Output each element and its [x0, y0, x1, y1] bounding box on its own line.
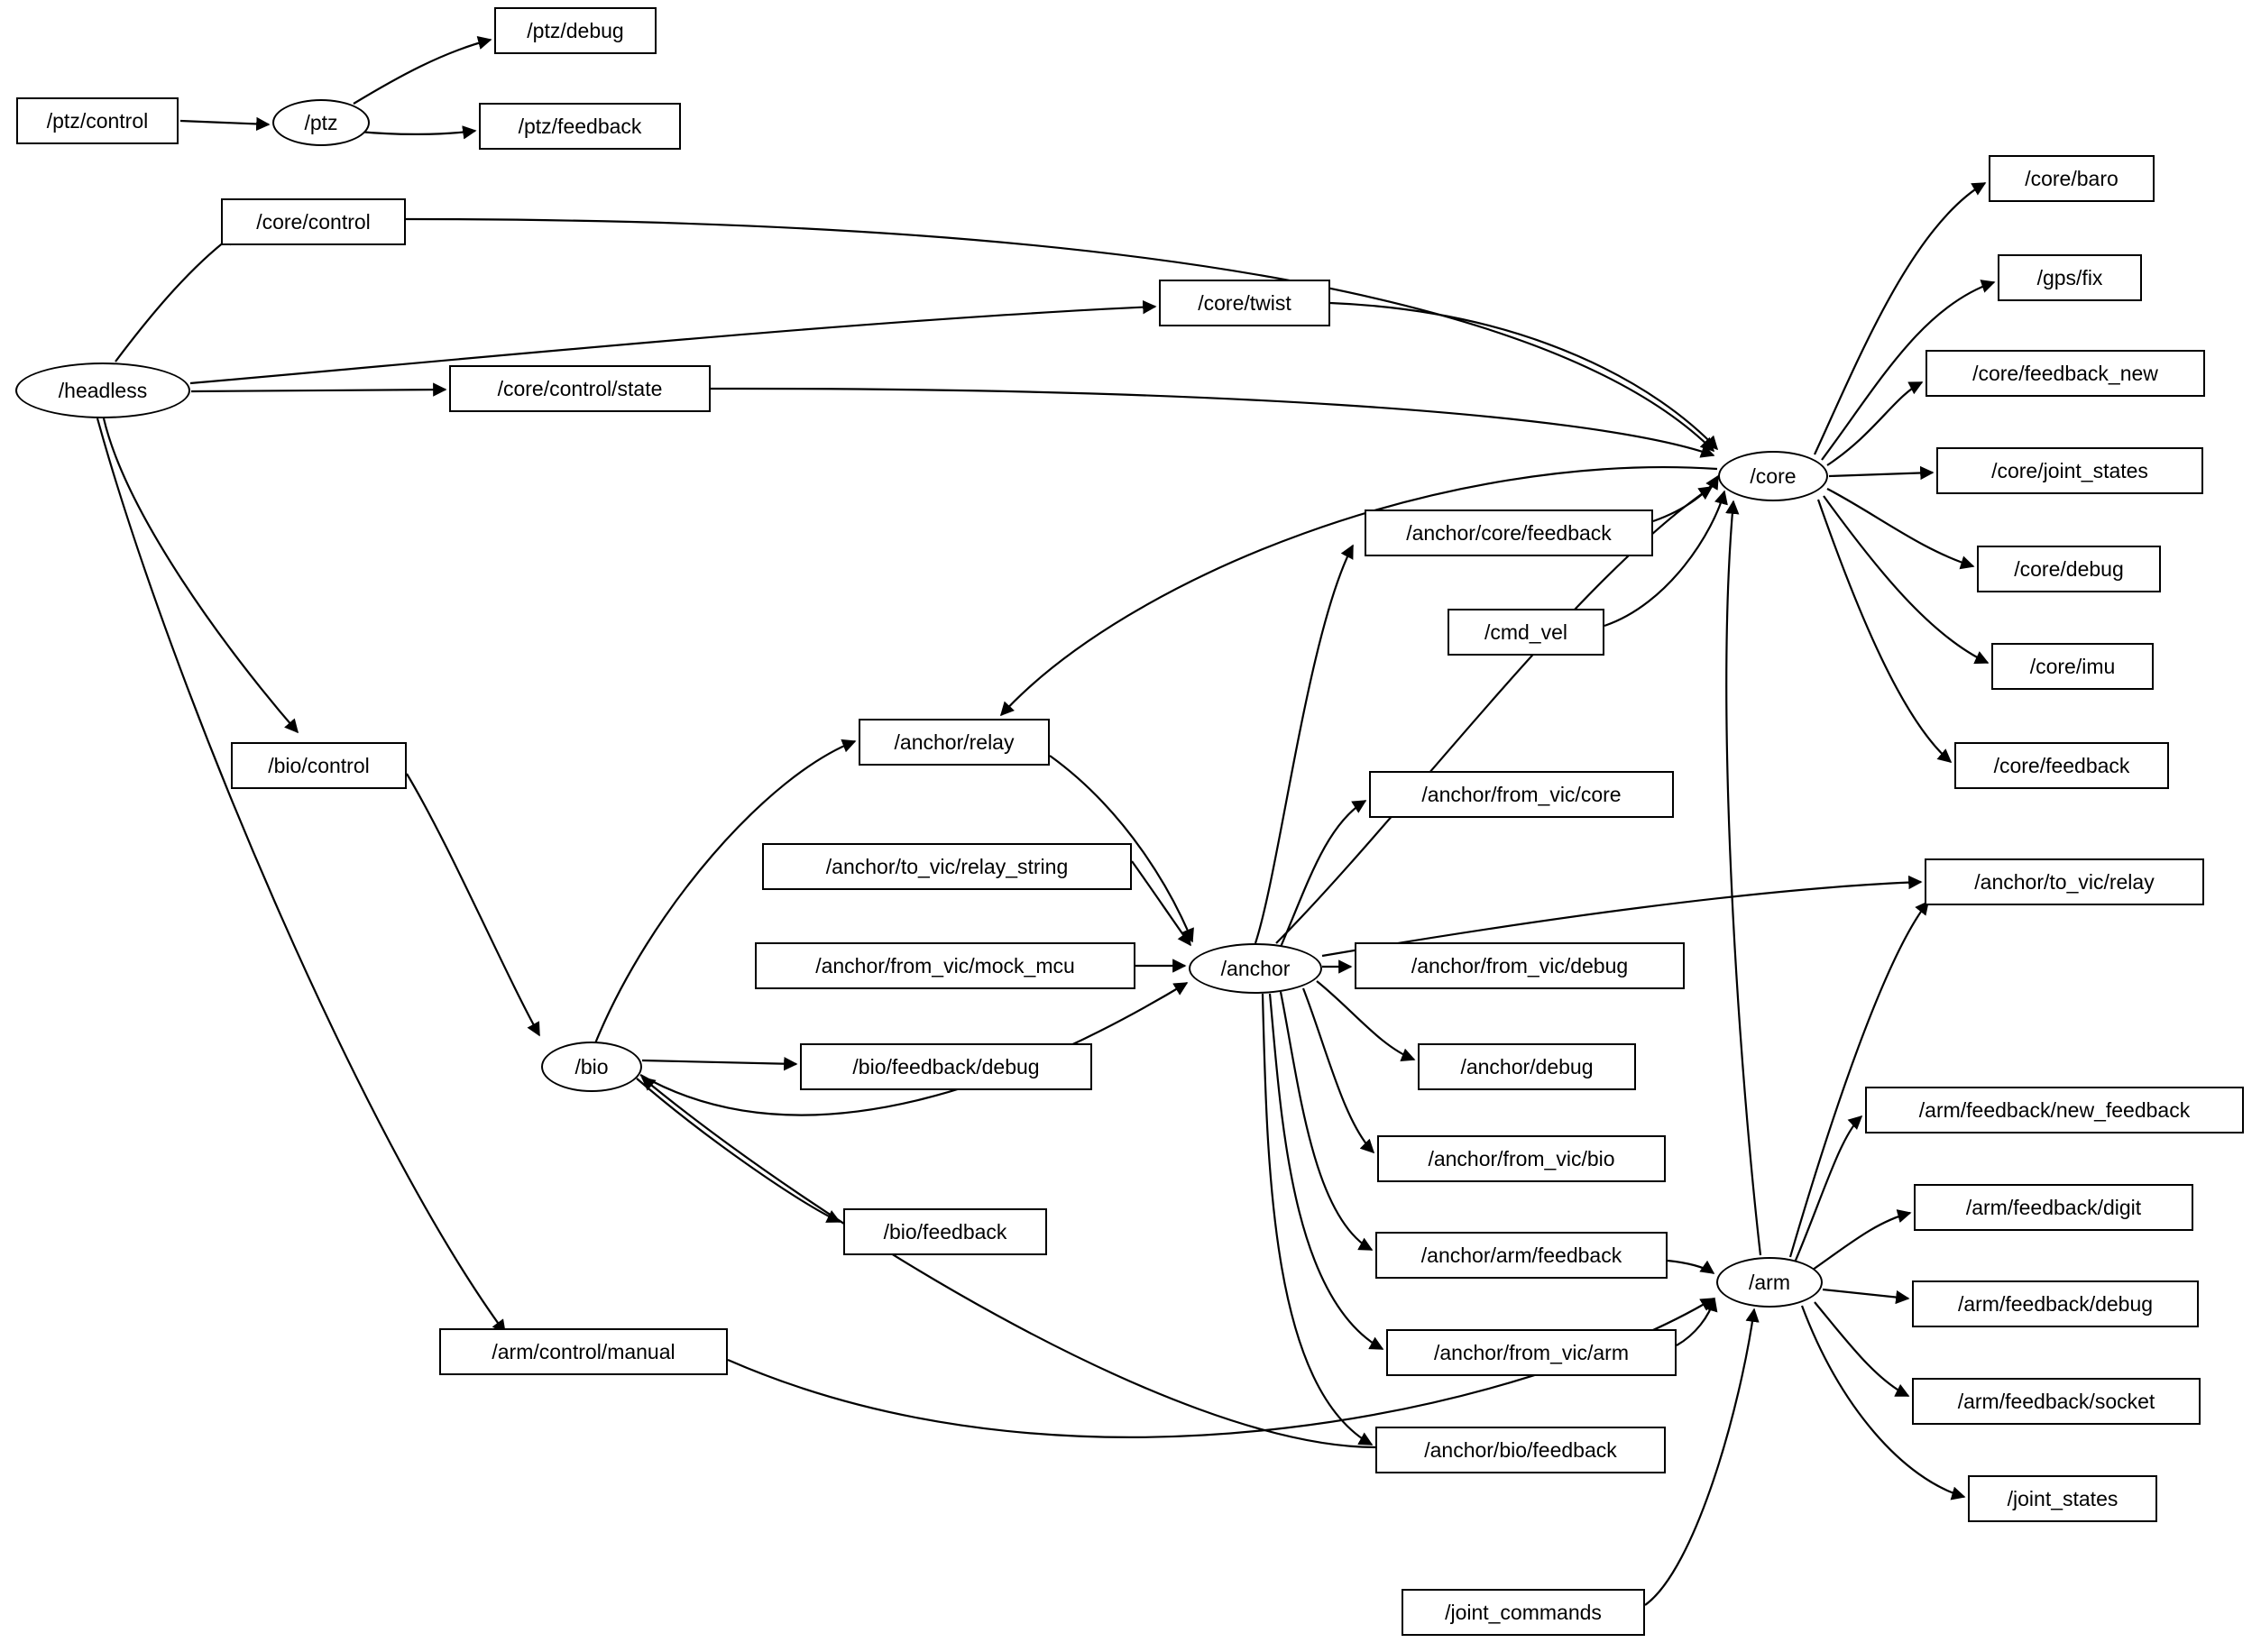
node-bio-feedback[interactable]: [843, 1208, 1047, 1255]
node-label: /anchor/from_vic/bio: [1428, 1146, 1615, 1170]
node-ptz-control[interactable]: [16, 97, 179, 144]
node-label: /core/imu: [2029, 654, 2116, 678]
node-core[interactable]: [1718, 451, 1828, 501]
node-label: /anchor/to_vic/relay: [1974, 869, 2155, 894]
node-label: /core/feedback: [1993, 753, 2130, 777]
node-core-baro[interactable]: [1989, 155, 2155, 202]
node-label: /anchor/relay: [894, 730, 1015, 754]
node-core-joint-states[interactable]: [1936, 447, 2203, 494]
node-anchor-bio-feedback[interactable]: [1375, 1427, 1666, 1473]
node-label: /bio/control: [268, 753, 370, 777]
node-label: /ptz/debug: [527, 18, 624, 42]
node-label: /joint_commands: [1445, 1600, 1602, 1624]
node-label: /ptz/control: [46, 108, 149, 133]
node-label: /cmd_vel: [1484, 620, 1568, 644]
node-label: /core/baro: [2025, 166, 2119, 190]
node-label: /anchor: [1220, 956, 1291, 980]
node-bio[interactable]: [541, 1042, 642, 1092]
node-label: /headless: [58, 378, 148, 402]
node-label: /joint_states: [2007, 1486, 2119, 1510]
node-arm-feedback-new-feedback[interactable]: [1865, 1087, 2244, 1133]
node-anchor-debug[interactable]: [1418, 1043, 1636, 1090]
node-anchor-arm-feedback[interactable]: [1375, 1232, 1668, 1279]
node-label: /bio: [574, 1054, 609, 1078]
node-anchor-from-vic-arm[interactable]: [1386, 1329, 1677, 1376]
node-label: /anchor/from_vic/mock_mcu: [815, 953, 1075, 977]
node-anchor-to-vic-relay-string[interactable]: [762, 843, 1132, 890]
node-core-control[interactable]: [221, 198, 406, 245]
node-label: /arm/feedback/new_feedback: [1918, 1097, 2191, 1122]
node-core-imu[interactable]: [1991, 643, 2154, 690]
node-label: /anchor/from_vic/debug: [1411, 953, 1629, 977]
node-anchor-from-vic-mock-mcu[interactable]: [755, 942, 1135, 989]
node-arm-feedback-socket[interactable]: [1912, 1378, 2201, 1425]
node-ptz-feedback[interactable]: [479, 103, 681, 150]
node-arm[interactable]: [1716, 1257, 1823, 1308]
node-label: /bio/feedback: [883, 1219, 1007, 1244]
node-anchor[interactable]: [1189, 943, 1322, 994]
node-label: /ptz: [304, 110, 338, 134]
node-joint-states[interactable]: [1968, 1475, 2157, 1522]
node-core-feedback[interactable]: [1954, 742, 2169, 789]
node-label: /core/control: [256, 209, 371, 234]
node-label: /arm/feedback/digit: [1965, 1195, 2142, 1219]
edge-paths: [97, 40, 1994, 1605]
node-joint-commands[interactable]: [1402, 1589, 1645, 1636]
node-label: /core/feedback_new: [1972, 361, 2158, 385]
node-label: /anchor/from_vic/core: [1421, 782, 1622, 806]
node-arm-feedback-debug[interactable]: [1912, 1280, 2199, 1327]
node-label: /core/joint_states: [1991, 458, 2148, 482]
node-ptz-debug[interactable]: [494, 7, 657, 54]
node-headless[interactable]: [15, 363, 190, 418]
node-label: /anchor/debug: [1460, 1054, 1594, 1078]
node-label: /core/twist: [1198, 290, 1291, 315]
node-cmd-vel[interactable]: [1448, 609, 1604, 656]
node-bio-control[interactable]: [231, 742, 407, 789]
node-label: /arm/control/manual: [492, 1339, 676, 1363]
node-label: /ptz/feedback: [518, 114, 642, 138]
node-arm-feedback-digit[interactable]: [1914, 1184, 2193, 1231]
node-label: /anchor/to_vic/relay_string: [825, 854, 1069, 878]
node-bio-feedback-debug[interactable]: [800, 1043, 1092, 1090]
node-label: /arm/feedback/debug: [1957, 1291, 2154, 1316]
node-arm-control-manual[interactable]: [439, 1328, 728, 1375]
node-anchor-to-vic-relay[interactable]: [1925, 858, 2204, 905]
node-label: /anchor/arm/feedback: [1420, 1243, 1622, 1267]
node-ptz[interactable]: [272, 99, 370, 146]
node-label: /anchor/bio/feedback: [1424, 1437, 1617, 1462]
node-anchor-from-vic-bio[interactable]: [1377, 1135, 1666, 1182]
node-anchor-relay[interactable]: [859, 719, 1050, 766]
node-label: /core/debug: [2014, 556, 2124, 581]
node-label: /arm: [1749, 1270, 1790, 1294]
node-anchor-from-vic-core[interactable]: [1369, 771, 1674, 818]
node-gps-fix[interactable]: [1998, 254, 2142, 301]
node-label: /anchor/from_vic/arm: [1433, 1340, 1629, 1364]
node-core-debug[interactable]: [1977, 546, 2161, 592]
node-anchor-core-feedback[interactable]: [1365, 509, 1653, 556]
node-label: /core/control/state: [497, 376, 663, 400]
node-core-feedback-new[interactable]: [1926, 350, 2205, 397]
node-core-twist[interactable]: [1159, 280, 1330, 326]
node-core-control-state[interactable]: [449, 365, 711, 412]
node-anchor-from-vic-debug[interactable]: [1355, 942, 1685, 989]
node-label: /anchor/core/feedback: [1406, 520, 1612, 545]
node-label: /bio/feedback/debug: [852, 1054, 1040, 1078]
node-label: /arm/feedback/socket: [1957, 1389, 2155, 1413]
node-label: /gps/fix: [2036, 265, 2103, 289]
node-label: /core: [1750, 463, 1797, 488]
